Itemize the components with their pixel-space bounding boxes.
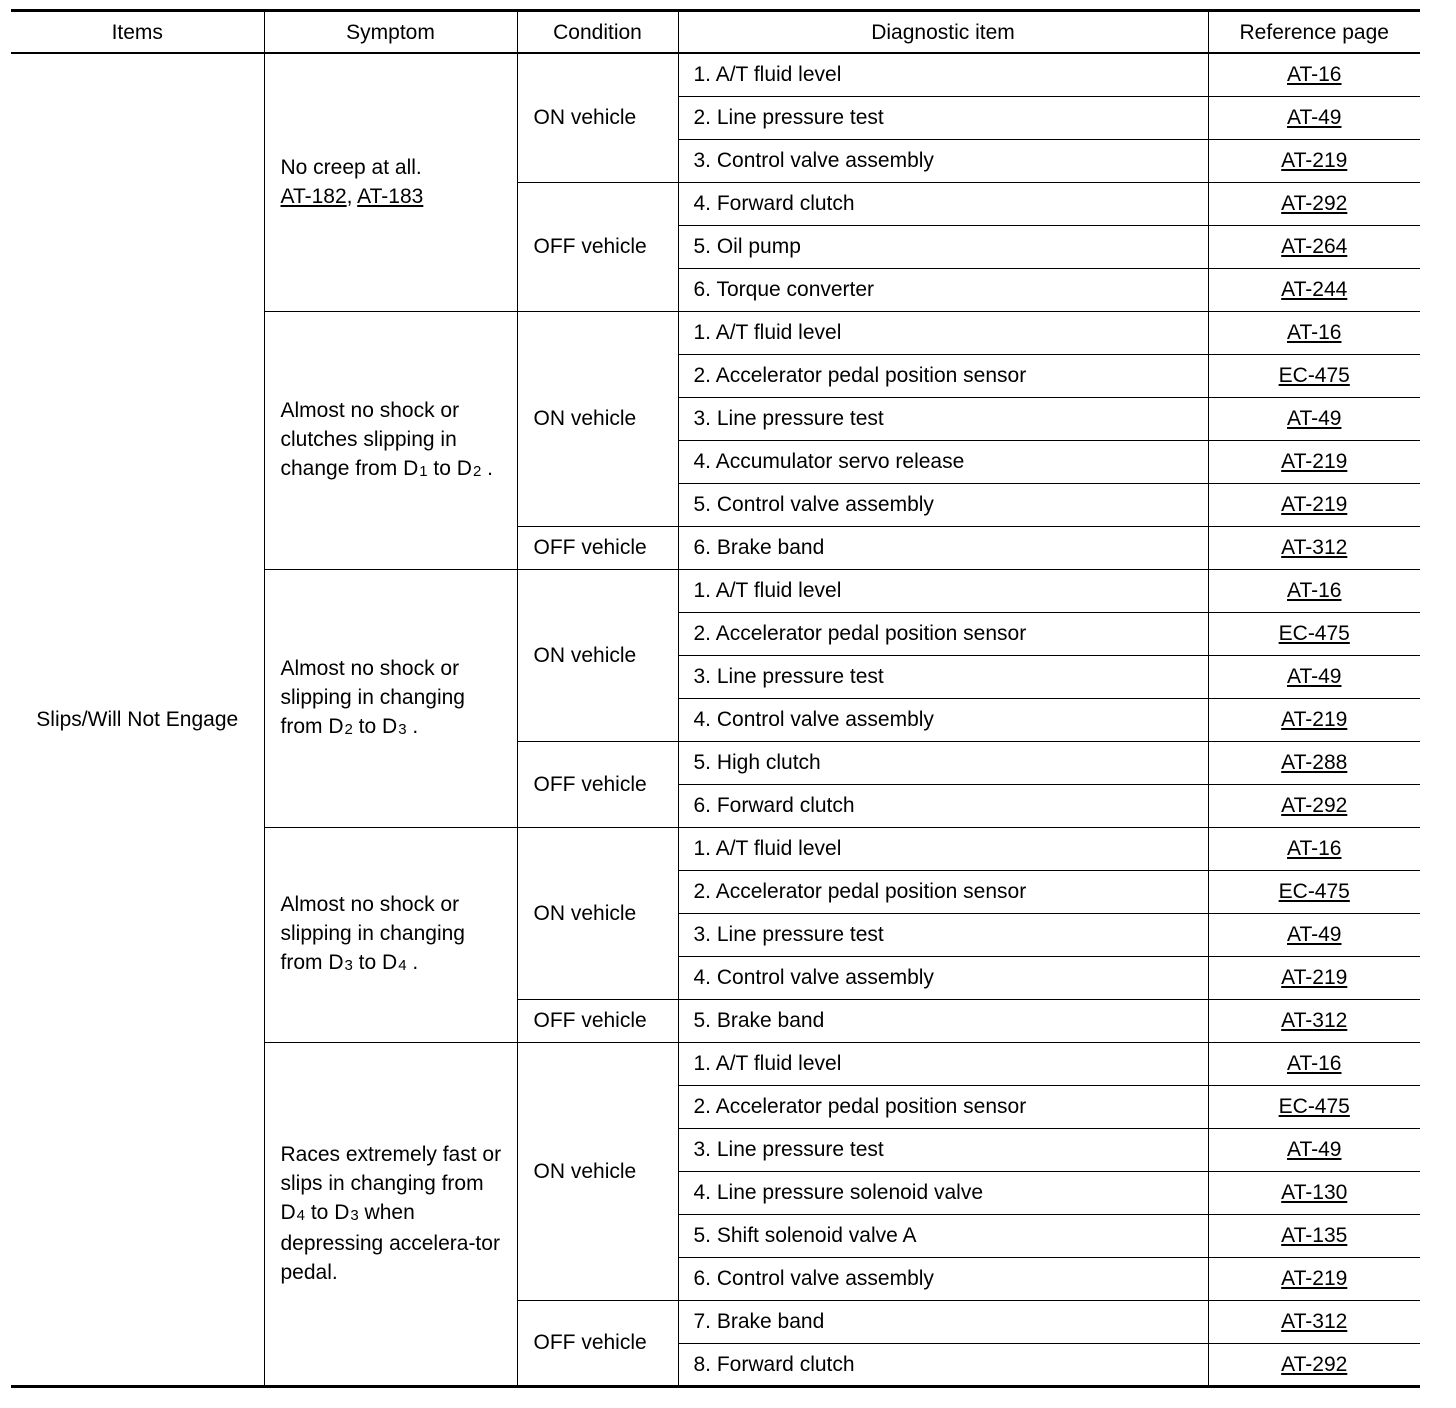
header-row (11, 11, 1420, 54)
diagnostic-item-cell: 2. Accelerator pedal position sensor (678, 870, 1208, 913)
reference-page-cell (1208, 741, 1420, 784)
gear-subscript: 2 (344, 720, 353, 738)
symptom-text: Almost no shock or slipping in changing from D (280, 656, 465, 738)
reference-page-cell (1208, 354, 1420, 397)
reference-page-cell (1208, 1171, 1420, 1214)
symptom-text: to D (427, 456, 472, 480)
symptom-text: to D (305, 1201, 350, 1224)
reference-page-cell (1208, 311, 1420, 354)
reference-page-cell (1208, 956, 1420, 999)
reference-page-header: Reference page (1208, 11, 1420, 54)
symptom-cell (264, 1042, 517, 1386)
diagnostic-item-cell: 6. Control valve assembly (678, 1257, 1208, 1300)
reference-page-link[interactable]: AT-49 (1287, 1138, 1342, 1161)
symptom-cell (264, 569, 517, 827)
symptom-cell (264, 311, 517, 569)
reference-page-cell (1208, 870, 1420, 913)
reference-page-cell (1208, 827, 1420, 870)
reference-page-cell (1208, 1300, 1420, 1343)
reference-page-link[interactable]: AT-16 (1287, 63, 1342, 87)
diagnostic-item-cell: 3. Line pressure test (678, 655, 1208, 698)
reference-page-link[interactable]: AT-219 (1281, 493, 1348, 516)
reference-page-cell (1208, 1128, 1420, 1171)
reference-page-link[interactable]: AT-16 (1287, 321, 1342, 344)
reference-page-cell (1208, 913, 1420, 956)
condition-cell: OFF vehicle (517, 526, 678, 569)
reference-page-cell (1208, 268, 1420, 311)
diagnostic-item-cell: 1. A/T fluid level (678, 311, 1208, 354)
reference-page-link[interactable]: AT-219 (1281, 149, 1348, 172)
symptom-text: . (481, 456, 493, 480)
reference-page-link[interactable]: AT-219 (1281, 1267, 1348, 1290)
reference-page-cell (1208, 182, 1420, 225)
symptom-text: Almost no shock or clutches slipping in change from D (280, 398, 460, 480)
table-row (11, 53, 1420, 96)
diagnostic-item-cell: 2. Accelerator pedal position sensor (678, 354, 1208, 397)
reference-page-link[interactable]: AT-219 (1281, 450, 1348, 473)
symptom-cell (264, 53, 517, 311)
diagnostic-item-cell: 6. Torque converter (678, 268, 1208, 311)
condition-cell: OFF vehicle (517, 741, 678, 827)
reference-page-cell (1208, 1042, 1420, 1085)
diagnostic-item-cell: 1. A/T fluid level (678, 827, 1208, 870)
diagnostic-item-cell: 6. Forward clutch (678, 784, 1208, 827)
reference-page-link[interactable]: AT-49 (1287, 665, 1342, 688)
diagnostic-item-cell: 5. Shift solenoid valve A (678, 1214, 1208, 1257)
reference-page-cell (1208, 440, 1420, 483)
reference-page-cell (1208, 1085, 1420, 1128)
reference-page-cell (1208, 1214, 1420, 1257)
reference-page-cell (1208, 1343, 1420, 1386)
reference-page-link[interactable]: AT-312 (1281, 1009, 1348, 1032)
reference-page-cell (1208, 53, 1420, 96)
diagnostic-item-header: Diagnostic item (678, 11, 1208, 54)
diagnostic-item-cell: 5. High clutch (678, 741, 1208, 784)
reference-page-link[interactable]: AT-135 (1281, 1224, 1348, 1247)
symptom-text: to D (352, 714, 398, 738)
items-header: Items (11, 11, 264, 54)
symptom-text: . (406, 951, 419, 974)
symptom-cell (264, 827, 517, 1042)
diagnostic-item-cell: 3. Line pressure test (678, 1128, 1208, 1171)
symptom-text: to D (352, 951, 398, 974)
diagnostic-item-cell: 5. Control valve assembly (678, 483, 1208, 526)
reference-page-cell (1208, 655, 1420, 698)
symptom-text: Races extremely fast or slips in changing from D (280, 1143, 502, 1224)
reference-page-cell (1208, 483, 1420, 526)
gear-subscript: 3 (350, 1207, 359, 1224)
gear-subscript: 4 (296, 1207, 306, 1224)
reference-page-cell (1208, 612, 1420, 655)
reference-page-cell (1208, 139, 1420, 182)
reference-page-cell (1208, 225, 1420, 268)
reference-page-link[interactable]: AT-16 (1287, 579, 1342, 602)
reference-page-link[interactable]: AT-288 (1281, 751, 1348, 774)
diagnostic-item-cell: 4. Control valve assembly (678, 956, 1208, 999)
item-cell: Slips/Will Not Engage (11, 53, 264, 1386)
diagnostic-item-cell: 1. A/T fluid level (678, 1042, 1208, 1085)
reference-page-cell (1208, 698, 1420, 741)
reference-page-cell (1208, 96, 1420, 139)
symptom-text: . (406, 714, 419, 738)
condition-cell: OFF vehicle (517, 1300, 678, 1386)
reference-page-link[interactable]: AT-312 (1281, 536, 1348, 559)
condition-cell: OFF vehicle (517, 999, 678, 1042)
reference-page-link[interactable]: AT-219 (1281, 966, 1348, 989)
diagnosis-table (11, 9, 1420, 1388)
diagnostic-item-cell: 2. Line pressure test (678, 96, 1208, 139)
table-body (11, 53, 1420, 1386)
diagnostic-item-cell: 3. Control valve assembly (678, 139, 1208, 182)
symptom-text: No creep at all. (280, 156, 422, 180)
reference-page-link[interactable]: AT-292 (1281, 794, 1348, 817)
diagnostic-item-cell: 8. Forward clutch (678, 1343, 1208, 1386)
gear-subscript: 4 (398, 957, 407, 974)
diagnostic-item-cell: 1. A/T fluid level (678, 569, 1208, 612)
diagnostic-item-cell: 4. Forward clutch (678, 182, 1208, 225)
condition-cell: ON vehicle (517, 311, 678, 526)
diagnostic-item-cell: 7. Brake band (678, 1300, 1208, 1343)
reference-page-link[interactable]: AT-264 (1281, 235, 1348, 258)
reference-page-link[interactable]: AT-49 (1287, 407, 1342, 430)
diagnostic-item-cell: 3. Line pressure test (678, 397, 1208, 440)
reference-page-link[interactable]: AT-16 (1287, 1052, 1342, 1075)
reference-page-link[interactable]: AT-244 (1281, 278, 1348, 301)
symptom-header: Symptom (264, 11, 517, 54)
reference-page-link[interactable]: AT-49 (1287, 923, 1342, 946)
condition-header: Condition (517, 11, 678, 54)
condition-cell: OFF vehicle (517, 182, 678, 311)
reference-page-link[interactable]: AT-16 (1287, 837, 1342, 860)
symptom-text: Almost no shock or slipping in changing from D (280, 893, 465, 974)
reference-page-link[interactable]: AT-130 (1281, 1181, 1348, 1204)
reference-page-cell (1208, 569, 1420, 612)
diagnostic-item-cell: 3. Line pressure test (678, 913, 1208, 956)
gear-subscript: 2 (472, 462, 482, 480)
diagnostic-item-cell: 2. Accelerator pedal position sensor (678, 1085, 1208, 1128)
diagnostic-item-cell: 4. Line pressure solenoid valve (678, 1171, 1208, 1214)
condition-cell: ON vehicle (517, 1042, 678, 1300)
symptom-text: , (346, 185, 358, 209)
reference-page-link[interactable]: AT-292 (1281, 1352, 1348, 1376)
gear-subscript: 1 (419, 462, 428, 480)
symptom-text: when depressing accelera-tor pedal. (280, 1201, 500, 1284)
diagnostic-item-cell: 4. Accumulator servo release (678, 440, 1208, 483)
reference-page-cell (1208, 1257, 1420, 1300)
reference-page-link[interactable]: EC-475 (1278, 622, 1350, 645)
condition-cell: ON vehicle (517, 53, 678, 182)
reference-page-link[interactable]: AT-312 (1281, 1310, 1348, 1333)
reference-page-link[interactable]: AT-49 (1287, 106, 1342, 129)
reference-page-link[interactable]: EC-475 (1278, 1095, 1350, 1118)
gear-subscript: 3 (344, 957, 353, 974)
condition-cell: ON vehicle (517, 569, 678, 741)
reference-page-link[interactable]: EC-475 (1278, 880, 1350, 903)
symptom-reference-link[interactable]: AT-183 (357, 185, 424, 209)
diagnostic-item-cell: 5. Brake band (678, 999, 1208, 1042)
reference-page-cell (1208, 999, 1420, 1042)
diagnostic-item-cell: 1. A/T fluid level (678, 53, 1208, 96)
diagnostic-item-cell: 4. Control valve assembly (678, 698, 1208, 741)
diagnostic-item-cell: 6. Brake band (678, 526, 1208, 569)
reference-page-link[interactable]: AT-219 (1281, 708, 1348, 731)
reference-page-link[interactable]: EC-475 (1278, 364, 1350, 387)
diagnostic-item-cell: 2. Accelerator pedal position sensor (678, 612, 1208, 655)
condition-cell: ON vehicle (517, 827, 678, 999)
gear-subscript: 3 (398, 720, 407, 738)
diagnostic-item-cell: 5. Oil pump (678, 225, 1208, 268)
reference-page-cell (1208, 526, 1420, 569)
reference-page-cell (1208, 784, 1420, 827)
reference-page-link[interactable]: AT-292 (1281, 192, 1348, 215)
reference-page-cell (1208, 397, 1420, 440)
symptom-reference-link[interactable]: AT-182 (280, 185, 347, 209)
